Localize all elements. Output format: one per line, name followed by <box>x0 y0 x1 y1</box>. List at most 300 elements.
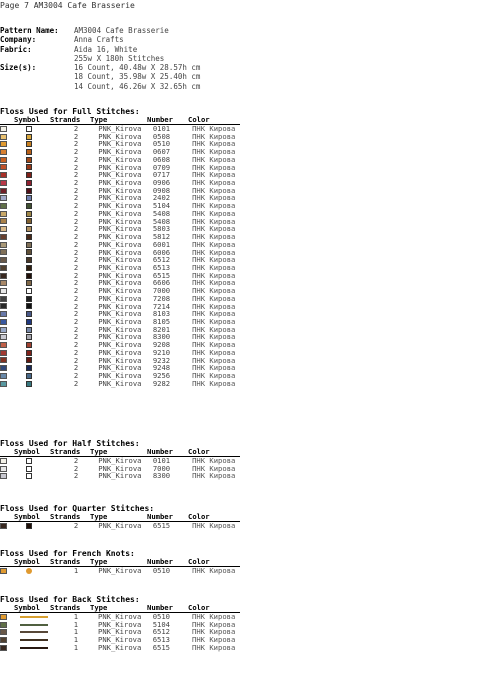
strands-cell: 2 <box>73 201 79 211</box>
color-name-cell: ПНК Кирова <box>192 185 236 195</box>
symbol-cell <box>12 149 49 155</box>
type-cell: PNK_Kirova <box>98 224 142 234</box>
color-swatch <box>0 265 7 271</box>
type-cell: PNK_Kirova <box>98 216 142 226</box>
info-label <box>0 72 74 81</box>
col-strands: Strands <box>50 447 81 456</box>
strands-cell: 1 <box>73 635 79 645</box>
number-cell: 8300 <box>152 471 171 481</box>
symbol-cell <box>12 234 49 240</box>
symbol-cell <box>12 157 49 163</box>
color-swatch <box>0 523 7 529</box>
symbol-cell <box>12 631 49 633</box>
type-cell: PNK_Kirova <box>98 612 142 621</box>
col-symbol: Symbol <box>14 512 40 521</box>
swatch-cell <box>0 234 12 240</box>
number-cell: 6006 <box>152 247 171 257</box>
type-cell: PNK_Kirova <box>98 262 142 272</box>
color-swatch <box>0 568 7 574</box>
color-swatch <box>0 141 7 147</box>
color-name-cell: ПНК Кирова <box>192 201 236 211</box>
stitch-symbol-icon <box>26 157 32 163</box>
color-swatch <box>0 319 7 325</box>
col-number: Number <box>147 512 173 521</box>
strands-cell: 2 <box>73 162 79 172</box>
symbol-cell <box>12 350 49 356</box>
color-swatch <box>0 188 7 194</box>
number-cell: 8201 <box>152 324 171 334</box>
col-color: Color <box>188 603 210 612</box>
info-label: Size(s): <box>0 63 37 73</box>
stitch-symbol-icon <box>26 203 32 209</box>
type-cell: PNK_Kirova <box>98 255 142 265</box>
symbol-cell <box>12 466 49 472</box>
stitch-symbol-icon <box>26 164 32 170</box>
color-name-cell: ПНК Кирова <box>192 124 236 133</box>
symbol-cell <box>12 616 49 618</box>
symbol-cell <box>12 257 49 263</box>
backstitch-line-icon <box>20 647 48 649</box>
col-symbol: Symbol <box>14 603 40 612</box>
section-title-back: Floss Used for Back Stitches: <box>0 595 140 604</box>
number-cell: 6512 <box>152 255 171 265</box>
color-swatch <box>0 296 7 302</box>
color-name-cell: ПНК Кирова <box>192 293 236 303</box>
stitch-symbol-icon <box>26 226 32 232</box>
table-back <box>0 603 240 652</box>
swatch-cell <box>0 365 12 371</box>
number-cell: 5408 <box>152 216 171 226</box>
color-name-cell: ПНК Кирова <box>192 340 236 350</box>
number-cell: 5408 <box>152 208 171 218</box>
swatch-cell <box>0 126 12 132</box>
type-cell: PNK_Kirova <box>98 301 142 311</box>
col-symbol: Symbol <box>14 115 40 124</box>
symbol-cell <box>12 357 49 363</box>
swatch-cell <box>0 172 12 178</box>
stitch-symbol-icon <box>26 303 32 309</box>
number-cell: 0607 <box>152 147 171 157</box>
swatch-cell <box>0 629 12 635</box>
number-cell: 0908 <box>152 185 171 195</box>
color-swatch <box>0 473 7 479</box>
strands-cell: 2 <box>73 247 79 257</box>
strands-cell: 2 <box>73 286 79 296</box>
color-name-cell: ПНК Кирова <box>192 193 236 203</box>
number-cell: 8300 <box>152 332 171 342</box>
symbol-cell <box>12 134 49 140</box>
type-cell: PNK_Kirova <box>98 247 142 257</box>
color-name-cell: ПНК Кирова <box>192 324 236 334</box>
stitch-symbol-icon <box>26 373 32 379</box>
color-swatch <box>0 350 7 356</box>
type-cell: PNK_Kirova <box>98 378 142 388</box>
stitch-symbol-icon <box>26 327 32 333</box>
stitch-symbol-icon <box>26 211 32 217</box>
color-name-cell: ПНК Кирова <box>192 224 236 234</box>
stitch-symbol-icon <box>26 365 32 371</box>
swatch-cell <box>0 342 12 348</box>
col-symbol: Symbol <box>14 447 40 456</box>
col-type: Type <box>90 557 108 566</box>
color-swatch <box>0 645 7 651</box>
number-cell: 7208 <box>152 293 171 303</box>
symbol-cell <box>12 373 49 379</box>
col-number: Number <box>147 447 173 456</box>
info-value: 18 Count, 35.98w X 25.40h cm <box>74 72 201 82</box>
number-cell: 0906 <box>152 178 171 188</box>
number-cell: 9232 <box>152 355 171 365</box>
color-swatch <box>0 249 7 255</box>
type-cell: PNK_Kirova <box>98 566 142 575</box>
table-full <box>0 115 240 387</box>
symbol-cell <box>12 172 49 178</box>
info-row <box>0 26 200 35</box>
info-value: 255w X 180h Stitches <box>74 53 165 63</box>
color-swatch <box>0 373 7 379</box>
color-name-cell: ПНК Кирова <box>192 208 236 218</box>
symbol-cell <box>12 288 49 294</box>
color-name-cell: ПНК Кирова <box>192 378 236 388</box>
color-name-cell: ПНК Кирова <box>192 131 236 141</box>
number-cell: 7000 <box>152 463 171 473</box>
info-row <box>0 82 200 91</box>
type-cell: PNK_Kirova <box>98 363 142 373</box>
symbol-cell <box>12 568 49 574</box>
stitch-symbol-icon <box>26 149 32 155</box>
swatch-cell <box>0 249 12 255</box>
number-cell: 5104 <box>152 201 171 211</box>
stitch-symbol-icon <box>26 357 32 363</box>
color-name-cell: ПНК Кирова <box>192 147 236 157</box>
swatch-cell <box>0 381 12 387</box>
symbol-cell <box>12 180 49 186</box>
stitch-symbol-icon <box>26 319 32 325</box>
color-name-cell: ПНК Кирова <box>192 627 236 637</box>
stitch-symbol-icon <box>26 381 32 387</box>
info-label: Fabric: <box>0 44 32 54</box>
symbol-cell <box>12 226 49 232</box>
swatch-cell <box>0 195 12 201</box>
stitch-symbol-icon <box>26 350 32 356</box>
number-cell: 9210 <box>152 347 171 357</box>
swatch-cell <box>0 311 12 317</box>
symbol-cell <box>12 195 49 201</box>
col-color: Color <box>188 557 210 566</box>
color-name-cell: ПНК Кирова <box>192 471 236 481</box>
swatch-cell <box>0 226 12 232</box>
stitch-symbol-icon <box>26 242 32 248</box>
strands-cell: 1 <box>73 627 79 637</box>
strands-cell: 2 <box>73 216 79 226</box>
table-row <box>0 472 240 480</box>
color-swatch <box>0 334 7 340</box>
color-swatch <box>0 357 7 363</box>
color-swatch <box>0 311 7 317</box>
swatch-cell <box>0 357 12 363</box>
strands-cell: 2 <box>73 521 79 530</box>
type-cell: PNK_Kirova <box>98 471 142 481</box>
type-cell: PNK_Kirova <box>98 278 142 288</box>
color-name-cell: ПНК Кирова <box>192 463 236 473</box>
stitch-symbol-icon <box>26 311 32 317</box>
col-color: Color <box>188 512 210 521</box>
strands-cell: 2 <box>73 324 79 334</box>
color-name-cell: ПНК Кирова <box>192 170 236 180</box>
col-strands: Strands <box>50 512 81 521</box>
type-cell: PNK_Kirova <box>98 642 142 652</box>
symbol-cell <box>12 188 49 194</box>
stitch-symbol-icon <box>26 273 32 279</box>
type-cell: PNK_Kirova <box>98 332 142 342</box>
color-swatch <box>0 288 7 294</box>
type-cell: PNK_Kirova <box>98 324 142 334</box>
color-swatch <box>0 157 7 163</box>
stitch-symbol-icon <box>26 195 32 201</box>
color-swatch <box>0 365 7 371</box>
col-color: Color <box>188 447 210 456</box>
type-cell: PNK_Kirova <box>98 232 142 242</box>
number-cell: 9248 <box>152 363 171 373</box>
swatch-cell <box>0 645 12 651</box>
number-cell: 6512 <box>152 627 171 637</box>
color-name-cell: ПНК Кирова <box>192 612 236 621</box>
number-cell: 5104 <box>152 619 171 629</box>
symbol-cell <box>12 319 49 325</box>
col-number: Number <box>147 603 173 612</box>
symbol-cell <box>12 273 49 279</box>
number-cell: 6001 <box>152 239 171 249</box>
color-name-cell: ПНК Кирова <box>192 301 236 311</box>
table-french <box>0 557 240 575</box>
swatch-cell <box>0 523 12 529</box>
color-swatch <box>0 203 7 209</box>
color-swatch <box>0 164 7 170</box>
stitch-symbol-icon <box>26 473 32 479</box>
number-cell: 0717 <box>152 170 171 180</box>
strands-cell: 2 <box>73 154 79 164</box>
symbol-cell <box>12 265 49 271</box>
type-cell: PNK_Kirova <box>98 309 142 319</box>
page-header: Page 7 AM3004 Cafe Brasserie <box>0 1 135 10</box>
type-cell: PNK_Kirova <box>98 371 142 380</box>
type-cell: PNK_Kirova <box>98 627 142 637</box>
number-cell: 0510 <box>152 139 171 149</box>
number-cell: 9208 <box>152 340 171 350</box>
color-name-cell: ПНК Кирова <box>192 232 236 242</box>
color-name-cell: ПНК Кирова <box>192 347 236 357</box>
color-swatch <box>0 303 7 309</box>
strands-cell: 2 <box>73 208 79 218</box>
type-cell: PNK_Kirova <box>98 355 142 365</box>
color-swatch <box>0 218 7 224</box>
symbol-cell <box>12 296 49 302</box>
number-cell: 7214 <box>152 301 171 311</box>
symbol-cell <box>12 242 49 248</box>
info-row <box>0 35 200 44</box>
color-swatch <box>0 180 7 186</box>
number-cell: 0510 <box>152 612 171 621</box>
number-cell: 5812 <box>152 232 171 242</box>
color-name-cell: ПНК Кирова <box>192 456 236 465</box>
swatch-cell <box>0 134 12 140</box>
type-cell: PNK_Kirova <box>98 316 142 326</box>
stitch-symbol-icon <box>26 458 32 464</box>
swatch-cell <box>0 622 12 628</box>
type-cell: PNK_Kirova <box>98 293 142 303</box>
symbol-cell <box>12 624 49 626</box>
stitch-symbol-icon <box>26 334 32 340</box>
strands-cell: 2 <box>73 363 79 373</box>
swatch-cell <box>0 242 12 248</box>
strands-cell: 1 <box>73 566 79 575</box>
color-name-cell: ПНК Кирова <box>192 635 236 645</box>
color-name-cell: ПНК Кирова <box>192 216 236 226</box>
info-label <box>0 82 74 91</box>
pattern-info <box>0 26 200 91</box>
section-title-french: Floss Used for French Knots: <box>0 549 135 558</box>
info-label <box>0 54 74 63</box>
backstitch-line-icon <box>20 616 48 618</box>
color-name-cell: ПНК Кирова <box>192 355 236 365</box>
swatch-cell <box>0 288 12 294</box>
strands-cell: 2 <box>73 301 79 311</box>
number-cell: 7000 <box>152 286 171 296</box>
type-cell: PNK_Kirova <box>98 201 142 211</box>
type-cell: PNK_Kirova <box>98 139 142 149</box>
swatch-cell <box>0 319 12 325</box>
strands-cell: 2 <box>73 224 79 234</box>
symbol-cell <box>12 523 49 529</box>
strands-cell: 1 <box>73 612 79 621</box>
col-strands: Strands <box>50 115 81 124</box>
swatch-cell <box>0 157 12 163</box>
stitch-symbol-icon <box>26 172 32 178</box>
col-number: Number <box>147 115 173 124</box>
strands-cell: 2 <box>73 463 79 473</box>
info-label: Company: <box>0 35 37 45</box>
number-cell: 5803 <box>152 224 171 234</box>
type-cell: PNK_Kirova <box>98 131 142 141</box>
table-row <box>0 567 240 575</box>
swatch-cell <box>0 373 12 379</box>
type-cell: PNK_Kirova <box>98 619 142 629</box>
type-cell: PNK_Kirova <box>98 521 142 530</box>
strands-cell: 2 <box>73 185 79 195</box>
table-quarter <box>0 512 240 530</box>
col-type: Type <box>90 115 108 124</box>
type-cell: PNK_Kirova <box>98 239 142 249</box>
strands-cell: 2 <box>73 139 79 149</box>
strands-cell: 2 <box>73 293 79 303</box>
symbol-cell <box>12 126 49 132</box>
type-cell: PNK_Kirova <box>98 456 142 465</box>
table-half <box>0 447 240 480</box>
section-title-half: Floss Used for Half Stitches: <box>0 439 140 448</box>
symbol-cell <box>12 365 49 371</box>
backstitch-line-icon <box>20 624 48 626</box>
type-cell: PNK_Kirova <box>98 347 142 357</box>
swatch-cell <box>0 203 12 209</box>
strands-cell: 2 <box>73 332 79 342</box>
strands-cell: 2 <box>73 232 79 242</box>
color-swatch <box>0 466 7 472</box>
stitch-symbol-icon <box>26 280 32 286</box>
french-knot-icon <box>26 568 32 574</box>
strands-cell: 2 <box>73 270 79 280</box>
number-cell: 6515 <box>152 642 171 652</box>
color-swatch <box>0 327 7 333</box>
col-symbol: Symbol <box>14 557 40 566</box>
type-cell: PNK_Kirova <box>98 154 142 164</box>
strands-cell: 2 <box>73 278 79 288</box>
stitch-symbol-icon <box>26 296 32 302</box>
stitch-symbol-icon <box>26 188 32 194</box>
color-name-cell: ПНК Кирова <box>192 566 236 575</box>
col-type: Type <box>90 603 108 612</box>
strands-cell: 2 <box>73 131 79 141</box>
color-swatch <box>0 280 7 286</box>
number-cell: 0510 <box>152 566 171 575</box>
color-name-cell: ПНК Кирова <box>192 270 236 280</box>
color-swatch <box>0 126 7 132</box>
type-cell: PNK_Kirova <box>98 185 142 195</box>
symbol-cell <box>12 327 49 333</box>
info-row <box>0 72 200 81</box>
color-name-cell: ПНК Кирова <box>192 247 236 257</box>
type-cell: PNK_Kirova <box>98 635 142 645</box>
strands-cell: 2 <box>73 316 79 326</box>
number-cell: 6515 <box>152 270 171 280</box>
color-swatch <box>0 637 7 643</box>
type-cell: PNK_Kirova <box>98 208 142 218</box>
type-cell: PNK_Kirova <box>98 463 142 473</box>
color-swatch <box>0 273 7 279</box>
stitch-symbol-icon <box>26 288 32 294</box>
color-swatch <box>0 226 7 232</box>
swatch-cell <box>0 303 12 309</box>
number-cell: 9256 <box>152 371 171 380</box>
number-cell: 8103 <box>152 309 171 319</box>
backstitch-line-icon <box>20 639 48 641</box>
strands-cell: 2 <box>73 355 79 365</box>
color-name-cell: ПНК Кирова <box>192 286 236 296</box>
stitch-symbol-icon <box>26 249 32 255</box>
swatch-cell <box>0 211 12 217</box>
color-name-cell: ПНК Кирова <box>192 521 236 530</box>
stitch-symbol-icon <box>26 134 32 140</box>
swatch-cell <box>0 265 12 271</box>
strands-cell: 2 <box>73 178 79 188</box>
strands-cell: 1 <box>73 619 79 629</box>
col-type: Type <box>90 512 108 521</box>
number-cell: 6513 <box>152 262 171 272</box>
swatch-cell <box>0 149 12 155</box>
type-cell: PNK_Kirova <box>98 170 142 180</box>
info-value: 14 Count, 46.26w X 32.65h cm <box>74 81 201 91</box>
color-name-cell: ПНК Кирова <box>192 154 236 164</box>
swatch-cell <box>0 334 12 340</box>
strands-cell: 2 <box>73 456 79 465</box>
color-swatch <box>0 614 7 620</box>
strands-cell: 2 <box>73 309 79 319</box>
symbol-cell <box>12 647 49 649</box>
stitch-symbol-icon <box>26 180 32 186</box>
color-name-cell: ПНК Кирова <box>192 262 236 272</box>
type-cell: PNK_Kirova <box>98 162 142 172</box>
swatch-cell <box>0 327 12 333</box>
number-cell: 0508 <box>152 131 171 141</box>
